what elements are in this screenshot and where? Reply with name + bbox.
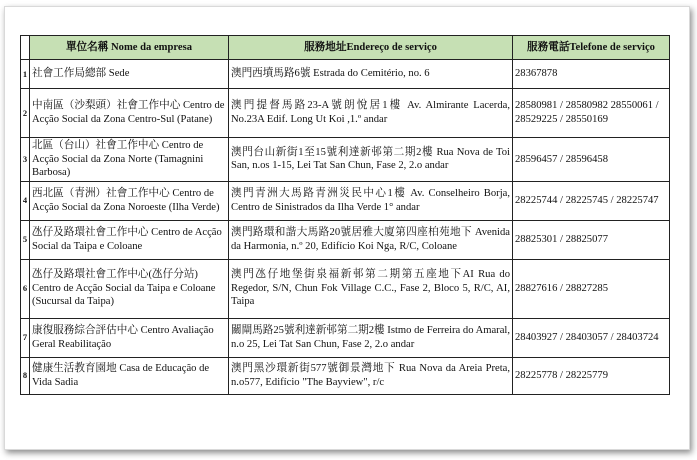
service-name: 西北區（青洲）社會工作中心 Centro de Acção Social da Zona Noroeste (Ilha Verde) (30, 181, 229, 220)
service-name: 氹仔及路環社會工作中心 Centro de Acção Social da Taipa e Coloane (30, 220, 229, 259)
table-row (21, 181, 670, 220)
service-phone: 28596457 / 28596458 (513, 138, 670, 182)
document-frame (4, 6, 690, 450)
row-number: 8 (21, 357, 30, 394)
service-phone: 28225778 / 28225779 (513, 357, 670, 394)
header-index (21, 36, 30, 60)
service-name: 北區（台山）社會工作中心 Centro de Acção Social da Zona Norte (Tamagnini Barbosa) (30, 138, 229, 182)
service-name: 健康生活教育園地 Casa de Educação de Vida Sadia (30, 357, 229, 394)
table-row (21, 60, 670, 89)
service-phone: 28825301 / 28825077 (513, 220, 670, 259)
row-number: 5 (21, 220, 30, 259)
service-address: 澳門提督馬路23-A號朗悅居1樓 Av. Almirante Lacerda, No.23A Edif. Long Ut Koi ,1.º andar (229, 89, 513, 138)
service-phone: 28403927 / 28403057 / 28403724 (513, 318, 670, 357)
service-address: 關閘馬路25號利達新邨第二期2樓 Istmo de Ferreira do Amaral, n.o 25, Lei Tat San Chun, Fase 2, 2.o andar (229, 318, 513, 357)
table-row (21, 220, 670, 259)
service-address: 澳門青洲大馬路青洲災民中心1樓 Av. Conselheiro Borja, Centro de Sinistrados da Ilha Verde 1° andar (229, 181, 513, 220)
service-name: 中南區（沙梨頭）社會工作中心 Centro de Acção Social da Zona Centro-Sul (Patane) (30, 89, 229, 138)
service-address: 澳門路環和諧大馬路20號居雅大廈第四座柏苑地下 Avenida da Harmonia, n.º 20, Edifício Koi Nga, R/C, Coloane (229, 220, 513, 259)
table-row (21, 357, 670, 394)
row-number: 7 (21, 318, 30, 357)
service-address: 澳門西墳馬路6號 Estrada do Cemitério, no. 6 (229, 60, 513, 89)
header-name: 單位名稱 Nome da empresa (30, 36, 229, 60)
header-address: 服務地址Endereço de serviço (229, 36, 513, 60)
header-row (21, 36, 670, 60)
service-name: 康復服務綜合評估中心 Centro Avaliação Geral Reabilitação (30, 318, 229, 357)
header-phone: 服務電話Telefone de serviço (513, 36, 670, 60)
service-phone: 28225744 / 28225745 / 28225747 (513, 181, 670, 220)
service-address: 澳門黑沙環新街577號御景灣地下 Rua Nova da Areia Preta, n.o577, Edifício "The Bayview", r/c (229, 357, 513, 394)
table-row (21, 138, 670, 182)
row-number: 2 (21, 89, 30, 138)
row-number: 1 (21, 60, 30, 89)
service-phone: 28827616 / 28827285 (513, 259, 670, 318)
table-row (21, 259, 670, 318)
row-number: 4 (21, 181, 30, 220)
row-number: 6 (21, 259, 30, 318)
table-row (21, 318, 670, 357)
service-name: 氹仔及路環社會工作中心(氹仔分站) Centro de Acção Social da Taipa e Coloane (Sucursal da Taipa) (30, 259, 229, 318)
table-row (21, 89, 670, 138)
service-phone: 28367878 (513, 60, 670, 89)
service-name: 社會工作局總部 Sede (30, 60, 229, 89)
services-table (20, 35, 670, 395)
service-phone: 28580981 / 28580982 28550061 / 28529225 / 28550169 (513, 89, 670, 138)
service-address: 澳門氹仔地堡街泉福新邨第二期第五座地下AI Rua do Regedor, S/N, Chun Fok Village C.C., Fase 2, Bloco 5, R/C, AI, Taipa (229, 259, 513, 318)
row-number: 3 (21, 138, 30, 182)
service-address: 澳門台山新街1至15號利達新邨第二期2樓 Rua Nova de Toi San, n.os 1-15, Lei Tat San Chun, Fase 2, 2.o andar (229, 138, 513, 182)
